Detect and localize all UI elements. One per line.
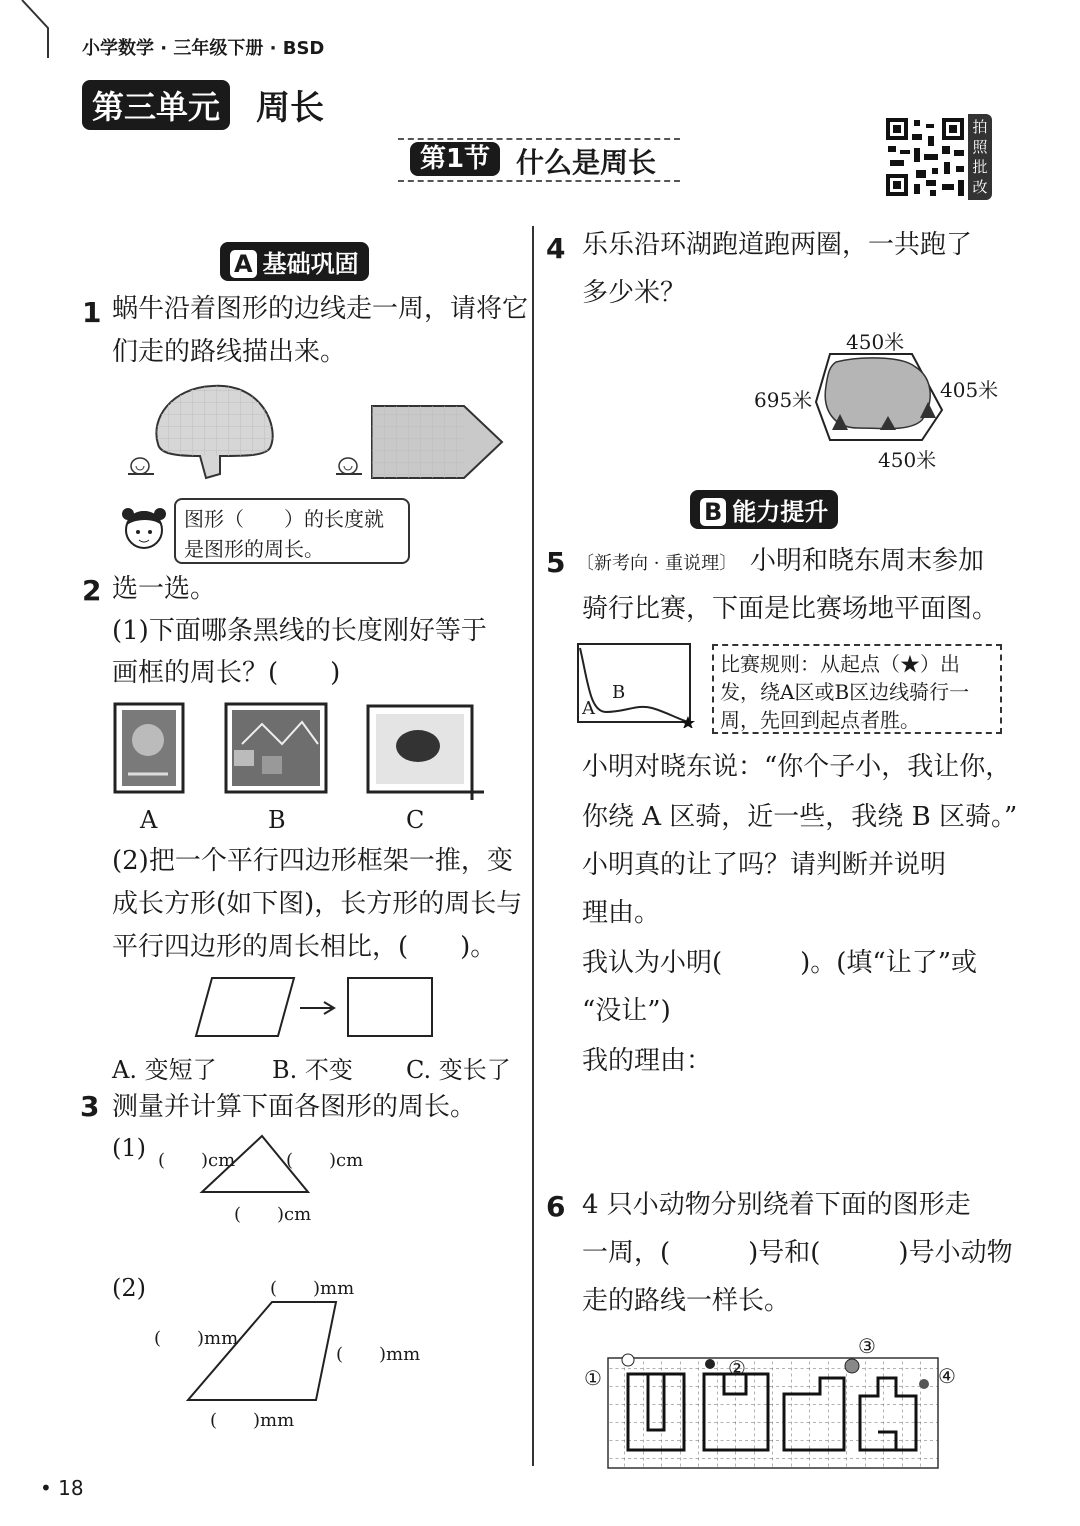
question-number: 4 bbox=[546, 232, 566, 265]
q2-option-a: A. 变短了 bbox=[112, 1056, 217, 1084]
unit-badge: 第三单元 bbox=[82, 80, 230, 130]
part-a-title: 基础巩固 bbox=[262, 250, 359, 278]
turtle-icon bbox=[845, 1359, 859, 1373]
ant-icon bbox=[705, 1359, 715, 1369]
question-number: 1 bbox=[82, 296, 102, 329]
section-title: 什么是周长 bbox=[516, 146, 657, 179]
column-divider bbox=[532, 226, 534, 1466]
frame-a bbox=[115, 704, 183, 792]
q2-part1-line1: (1)下面哪条黑线的长度刚好等于 bbox=[112, 616, 487, 646]
q6-grid-figures bbox=[606, 1350, 940, 1472]
q1-text-line1: 蜗牛沿着图形的边线走一周，请将它 bbox=[112, 294, 529, 324]
q5-reason-label: 我的理由： bbox=[582, 1046, 713, 1076]
parallelogram-left-label: ( )mm bbox=[154, 1328, 239, 1349]
page-number: • 18 bbox=[40, 1476, 84, 1500]
part-b-badge bbox=[690, 490, 838, 529]
snail-icon bbox=[336, 458, 362, 474]
choice-label-b: B bbox=[268, 806, 286, 834]
q6-text-line2: 一周，( )号和( )号小动物 bbox=[582, 1238, 1013, 1268]
question-number: 6 bbox=[546, 1190, 566, 1223]
q1-tip-line2: 是图形的周长。 bbox=[184, 537, 324, 561]
q5-fill-line1: 我认为小明( )。(填“让了”或 bbox=[582, 948, 978, 978]
q2-parallelogram-to-rectangle bbox=[192, 974, 442, 1040]
track-right-label: 405米 bbox=[940, 378, 999, 402]
snail-icon bbox=[622, 1354, 634, 1366]
q3-part2-label: (2) bbox=[112, 1274, 146, 1302]
corner-decoration bbox=[0, 0, 60, 60]
q2-title: 选一选。 bbox=[112, 574, 217, 604]
area-b-label: B bbox=[612, 682, 626, 703]
qr-caption-char: 批 bbox=[972, 158, 988, 176]
part-b-letter: B bbox=[700, 498, 726, 526]
q2-option-c: C. 变长了 bbox=[406, 1056, 511, 1084]
choice-label-c: C bbox=[406, 806, 425, 834]
q2-option-b: B. 不变 bbox=[272, 1056, 353, 1084]
triangle-left-side-label: ( )cm bbox=[158, 1150, 236, 1171]
q5-dialog-line3: 小明真的让了吗？请判断并说明 bbox=[582, 850, 947, 880]
qr-code[interactable] bbox=[882, 114, 968, 200]
unit-title: 周长 bbox=[256, 88, 324, 128]
question-number: 3 bbox=[80, 1090, 100, 1123]
q5-tag: 〔新考向 · 重说理〕 bbox=[576, 553, 738, 574]
q5-fill-line2: “没让”) bbox=[582, 996, 671, 1026]
question-number: 5 bbox=[546, 546, 566, 579]
q2-part2-line2: 成长方形(如下图)，长方形的周长与 bbox=[112, 889, 523, 919]
q1-text-line2: 们走的路线描出来。 bbox=[112, 337, 347, 367]
rule-line1: 比赛规则：从起点（★）出 bbox=[720, 652, 960, 676]
q3-title: 测量并计算下面各图形的周长。 bbox=[112, 1092, 477, 1122]
caterpillar-icon bbox=[919, 1379, 929, 1389]
q5-text-line2: 骑行比赛，下面是比赛场地平面图。 bbox=[582, 594, 999, 624]
parallelogram-right-label: ( )mm bbox=[336, 1344, 421, 1365]
q5-dialog-line4: 理由。 bbox=[582, 898, 661, 928]
area-a-label: A bbox=[582, 698, 595, 719]
q1-tip-line1: 图形（ ）的长度就 bbox=[184, 507, 384, 531]
question-number: 2 bbox=[82, 574, 102, 607]
qr-caption-box bbox=[968, 114, 992, 200]
arrow-icon bbox=[300, 1002, 334, 1014]
part-a-badge bbox=[220, 242, 369, 281]
qr-caption-char: 改 bbox=[972, 178, 988, 196]
mark-3: ③ bbox=[858, 1334, 876, 1358]
choice-label-a: A bbox=[140, 806, 158, 834]
parallelogram-bottom-label: ( )mm bbox=[210, 1410, 295, 1431]
q6-text-line3: 走的路线一样长。 bbox=[582, 1286, 791, 1316]
mark-2: ② bbox=[728, 1356, 746, 1380]
qr-caption-char: 拍 bbox=[972, 118, 988, 136]
triangle-bottom-side-label: ( )cm bbox=[234, 1204, 312, 1225]
qr-caption-char: 照 bbox=[972, 138, 988, 156]
parallelogram-top-label: ( )mm bbox=[270, 1278, 355, 1299]
rule-line3: 周，先回到起点者胜。 bbox=[720, 708, 920, 732]
q6-text-line1: 4 只小动物分别绕着下面的图形走 bbox=[582, 1190, 971, 1220]
track-bottom-label: 450米 bbox=[878, 448, 937, 472]
rectangle-shape bbox=[348, 978, 432, 1036]
q5-dialog-line1: 小明对晓东说：“你个子小，我让你， bbox=[582, 752, 1012, 782]
q5-dialog-line2: 你绕 A 区骑，近一些，我绕 B 区骑。” bbox=[582, 802, 1018, 832]
q2-part1-line2: 画框的周长？( ) bbox=[112, 658, 341, 688]
q2-part2-line1: (2)把一个平行四边形框架一推，变 bbox=[112, 846, 513, 876]
snail-icon bbox=[128, 458, 154, 474]
girl-avatar bbox=[116, 500, 172, 556]
book-title: 小学数学 · 三年级下册 · BSD bbox=[82, 38, 325, 59]
q3-part1-label: (1) bbox=[112, 1134, 146, 1162]
q2-part2-line3: 平行四边形的周长相比，( )。 bbox=[112, 932, 497, 962]
frame-b bbox=[226, 704, 326, 792]
race-rules-box bbox=[712, 644, 1002, 734]
q4-text-line1: 乐乐沿环湖跑道跑两圈，一共跑了 bbox=[582, 230, 973, 260]
mark-1: ① bbox=[584, 1366, 602, 1390]
part-a-letter: A bbox=[230, 250, 257, 278]
triangle-right-side-label: ( )cm bbox=[286, 1150, 364, 1171]
q4-text-line2: 多少米？ bbox=[582, 278, 687, 308]
lake-track-diagram bbox=[810, 350, 946, 444]
part-b-title: 能力提升 bbox=[732, 498, 829, 526]
parallelogram-shape bbox=[196, 978, 294, 1036]
q3-parallelogram bbox=[184, 1298, 340, 1404]
track-left-label: 695米 bbox=[754, 388, 813, 412]
section-badge: 第1节 bbox=[410, 142, 500, 176]
track-top-label: 450米 bbox=[846, 330, 905, 354]
mark-4: ④ bbox=[938, 1364, 956, 1388]
q1-tip-bubble bbox=[174, 498, 410, 564]
q2-picture-frames bbox=[112, 700, 492, 804]
frame-c bbox=[368, 706, 484, 800]
rule-line2: 发，绕A区或B区边线骑行一 bbox=[720, 680, 970, 704]
q5-text-line1: 小明和晓东周末参加 bbox=[750, 546, 985, 576]
q1-shapes bbox=[120, 378, 520, 486]
